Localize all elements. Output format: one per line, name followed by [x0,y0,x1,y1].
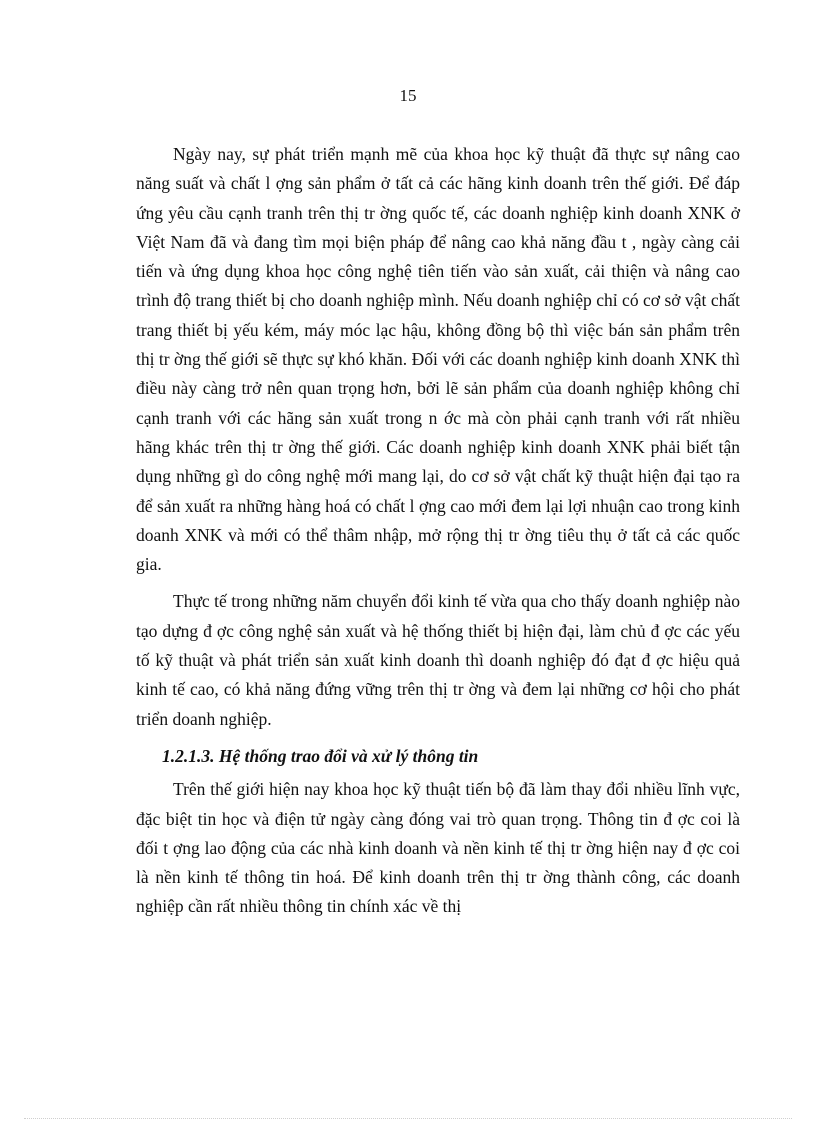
page-number: 15 [399,86,417,105]
document-body [136,140,740,930]
section-heading: 1.2.1.3. Hệ thống trao đổi và xử lý thông tin [162,745,479,766]
page-bottom-rule [24,1118,792,1119]
paragraph-transition-experience: Thực tế trong những năm chuyển đổi kinh tế vừa qua cho thấy doanh nghiệp nào tạo dựng đ ợc công nghệ sản xuất và hệ thống thiết bị hiện đại, làm chủ đ ợc các yếu tố kỹ thuật và phát triển sản xuất kinh doanh thì doanh nghiệp đó đạt đ ợc hiệu quả kinh tế cao, có khả năng đứng vững trên thị tr ờng và đem lại những cơ hội cho phát triển doanh nghiệp. [136,591,740,729]
paragraph-technology-importance: Ngày nay, sự phát triển mạnh mẽ của khoa học kỹ thuật đã thực sự nâng cao năng suất và chất l ợng sản phẩm ở tất cả các hãng kinh doanh trên thế giới. Để đáp ứng yêu cầu cạnh tranh trên thị tr ờng quốc tế, các doanh nghiệp kinh doanh XNK ở Việt Nam đã và đang tìm mọi biện pháp để nâng cao khả năng đầu t , ngày càng cải tiến và ứng dụng khoa học công nghệ tiên tiến vào sản xuất, cải thiện và nâng cao trình độ trang thiết bị cho doanh nghiệp mình. Nếu doanh nghiệp chỉ có cơ sở vật chất trang thiết bị yếu kém, máy móc lạc hậu, không đồng bộ thì việc bán sản phẩm trên thị tr ờng thế giới sẽ thực sự khó khăn. Đối với các doanh nghiệp kinh doanh XNK thì điều này càng trở nên quan trọng hơn, bởi lẽ sản phẩm của doanh nghiệp không chỉ cạnh tranh với các hãng sản xuất trong n ớc mà còn phải cạnh tranh với rất nhiều hãng khác trên thị tr ờng thế giới. Các doanh nghiệp kinh doanh XNK phải biết tận dụng những gì do công nghệ mới mang lại, do cơ sở vật chất kỹ thuật hiện đại tạo ra để sản xuất ra những hàng hoá có chất l ợng cao mới đem lại lợi nhuận cao trong kinh doanh XNK và mới có thể thâm nhập, mở rộng thị tr ờng tiêu thụ ở tất cả các quốc gia. [136,144,740,575]
paragraph-information-systems: Trên thế giới hiện nay khoa học kỹ thuật tiến bộ đã làm thay đổi nhiều lĩnh vực, đặc biệt tin học và điện tử ngày càng đóng vai trò quan trọng. Thông tin đ ợc coi là đối t ợng lao động của các nhà kinh doanh và nền kinh tế thị tr ờng hiện nay đ ợc coi là nền kinh tế thông tin hoá. Để kinh doanh trên thị tr ờng thành công, các doanh nghiệp cần rất nhiều thông tin chính xác về thị [136,779,740,917]
